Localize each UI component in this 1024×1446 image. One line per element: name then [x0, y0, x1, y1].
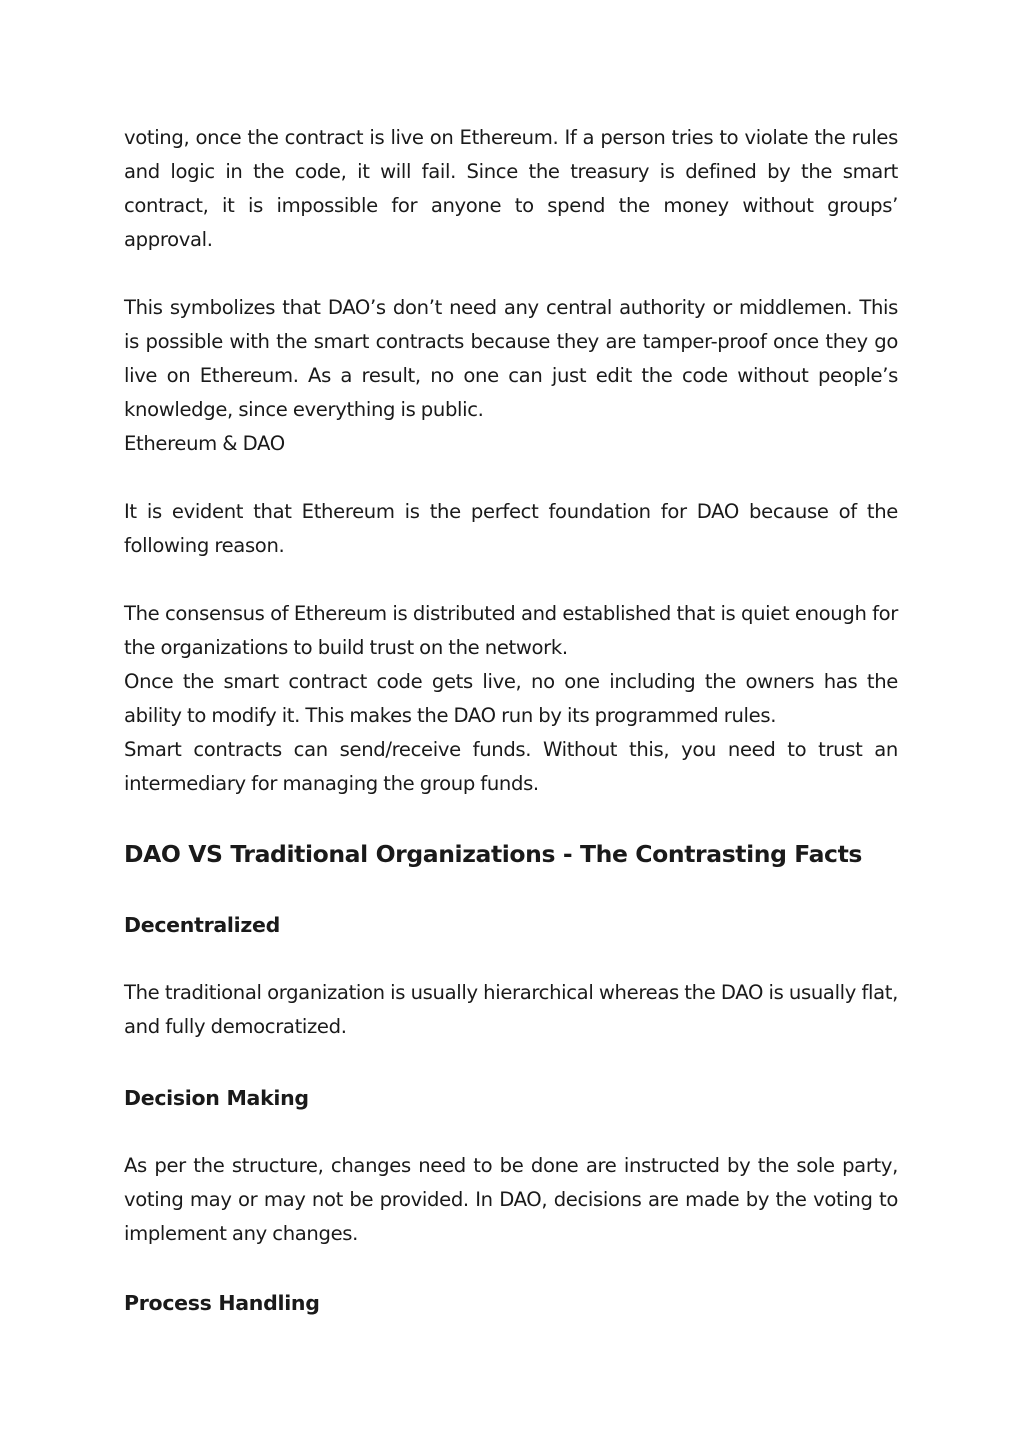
paragraph-immutable-code: Once the smart contract code gets live, no one including the owners has the ability to modify it. This makes the DAO run by its programmed rules.	[124, 670, 898, 727]
document-page	[124, 121, 898, 1320]
section-heading: DAO VS Traditional Organizations - The Contrasting Facts	[124, 840, 862, 868]
paragraph-decision-making: As per the structure, changes need to be done are instructed by the sole party, voting may or may not be provided. In DAO, decisions are made by the voting to implement any changes.	[124, 1154, 898, 1245]
paragraph-ethereum-foundation: It is evident that Ethereum is the perfect foundation for DAO because of the following reason.	[124, 500, 898, 557]
subheading-process-handling: Process Handling	[124, 1291, 320, 1315]
paragraph-ethereum-dao-label: Ethereum & DAO	[124, 432, 285, 455]
paragraph-consensus: The consensus of Ethereum is distributed and established that is quiet enough for the organizations to build trust on the network.	[124, 602, 898, 659]
subheading-decentralized: Decentralized	[124, 913, 280, 937]
paragraph-decentralized: The traditional organization is usually hierarchical whereas the DAO is usually flat, and fully democratized.	[124, 981, 898, 1038]
paragraph-voting: voting, once the contract is live on Ethereum. If a person tries to violate the rules and logic in the code, it will fail. Since the treasury is defined by the smart contract, it is impossible for anyone to spend the money without groups’ approval.	[124, 126, 898, 251]
subheading-decision-making: Decision Making	[124, 1086, 309, 1110]
paragraph-no-central-authority: This symbolizes that DAO’s don’t need any central authority or middlemen. This is possible with the smart contracts because they are tamper-proof once they go live on Ethereum. As a result, no one can just edit the code without people’s knowledge, since everything is public.	[124, 296, 898, 421]
paragraph-funds: Smart contracts can send/receive funds. Without this, you need to trust an intermediary for managing the group funds.	[124, 738, 898, 795]
